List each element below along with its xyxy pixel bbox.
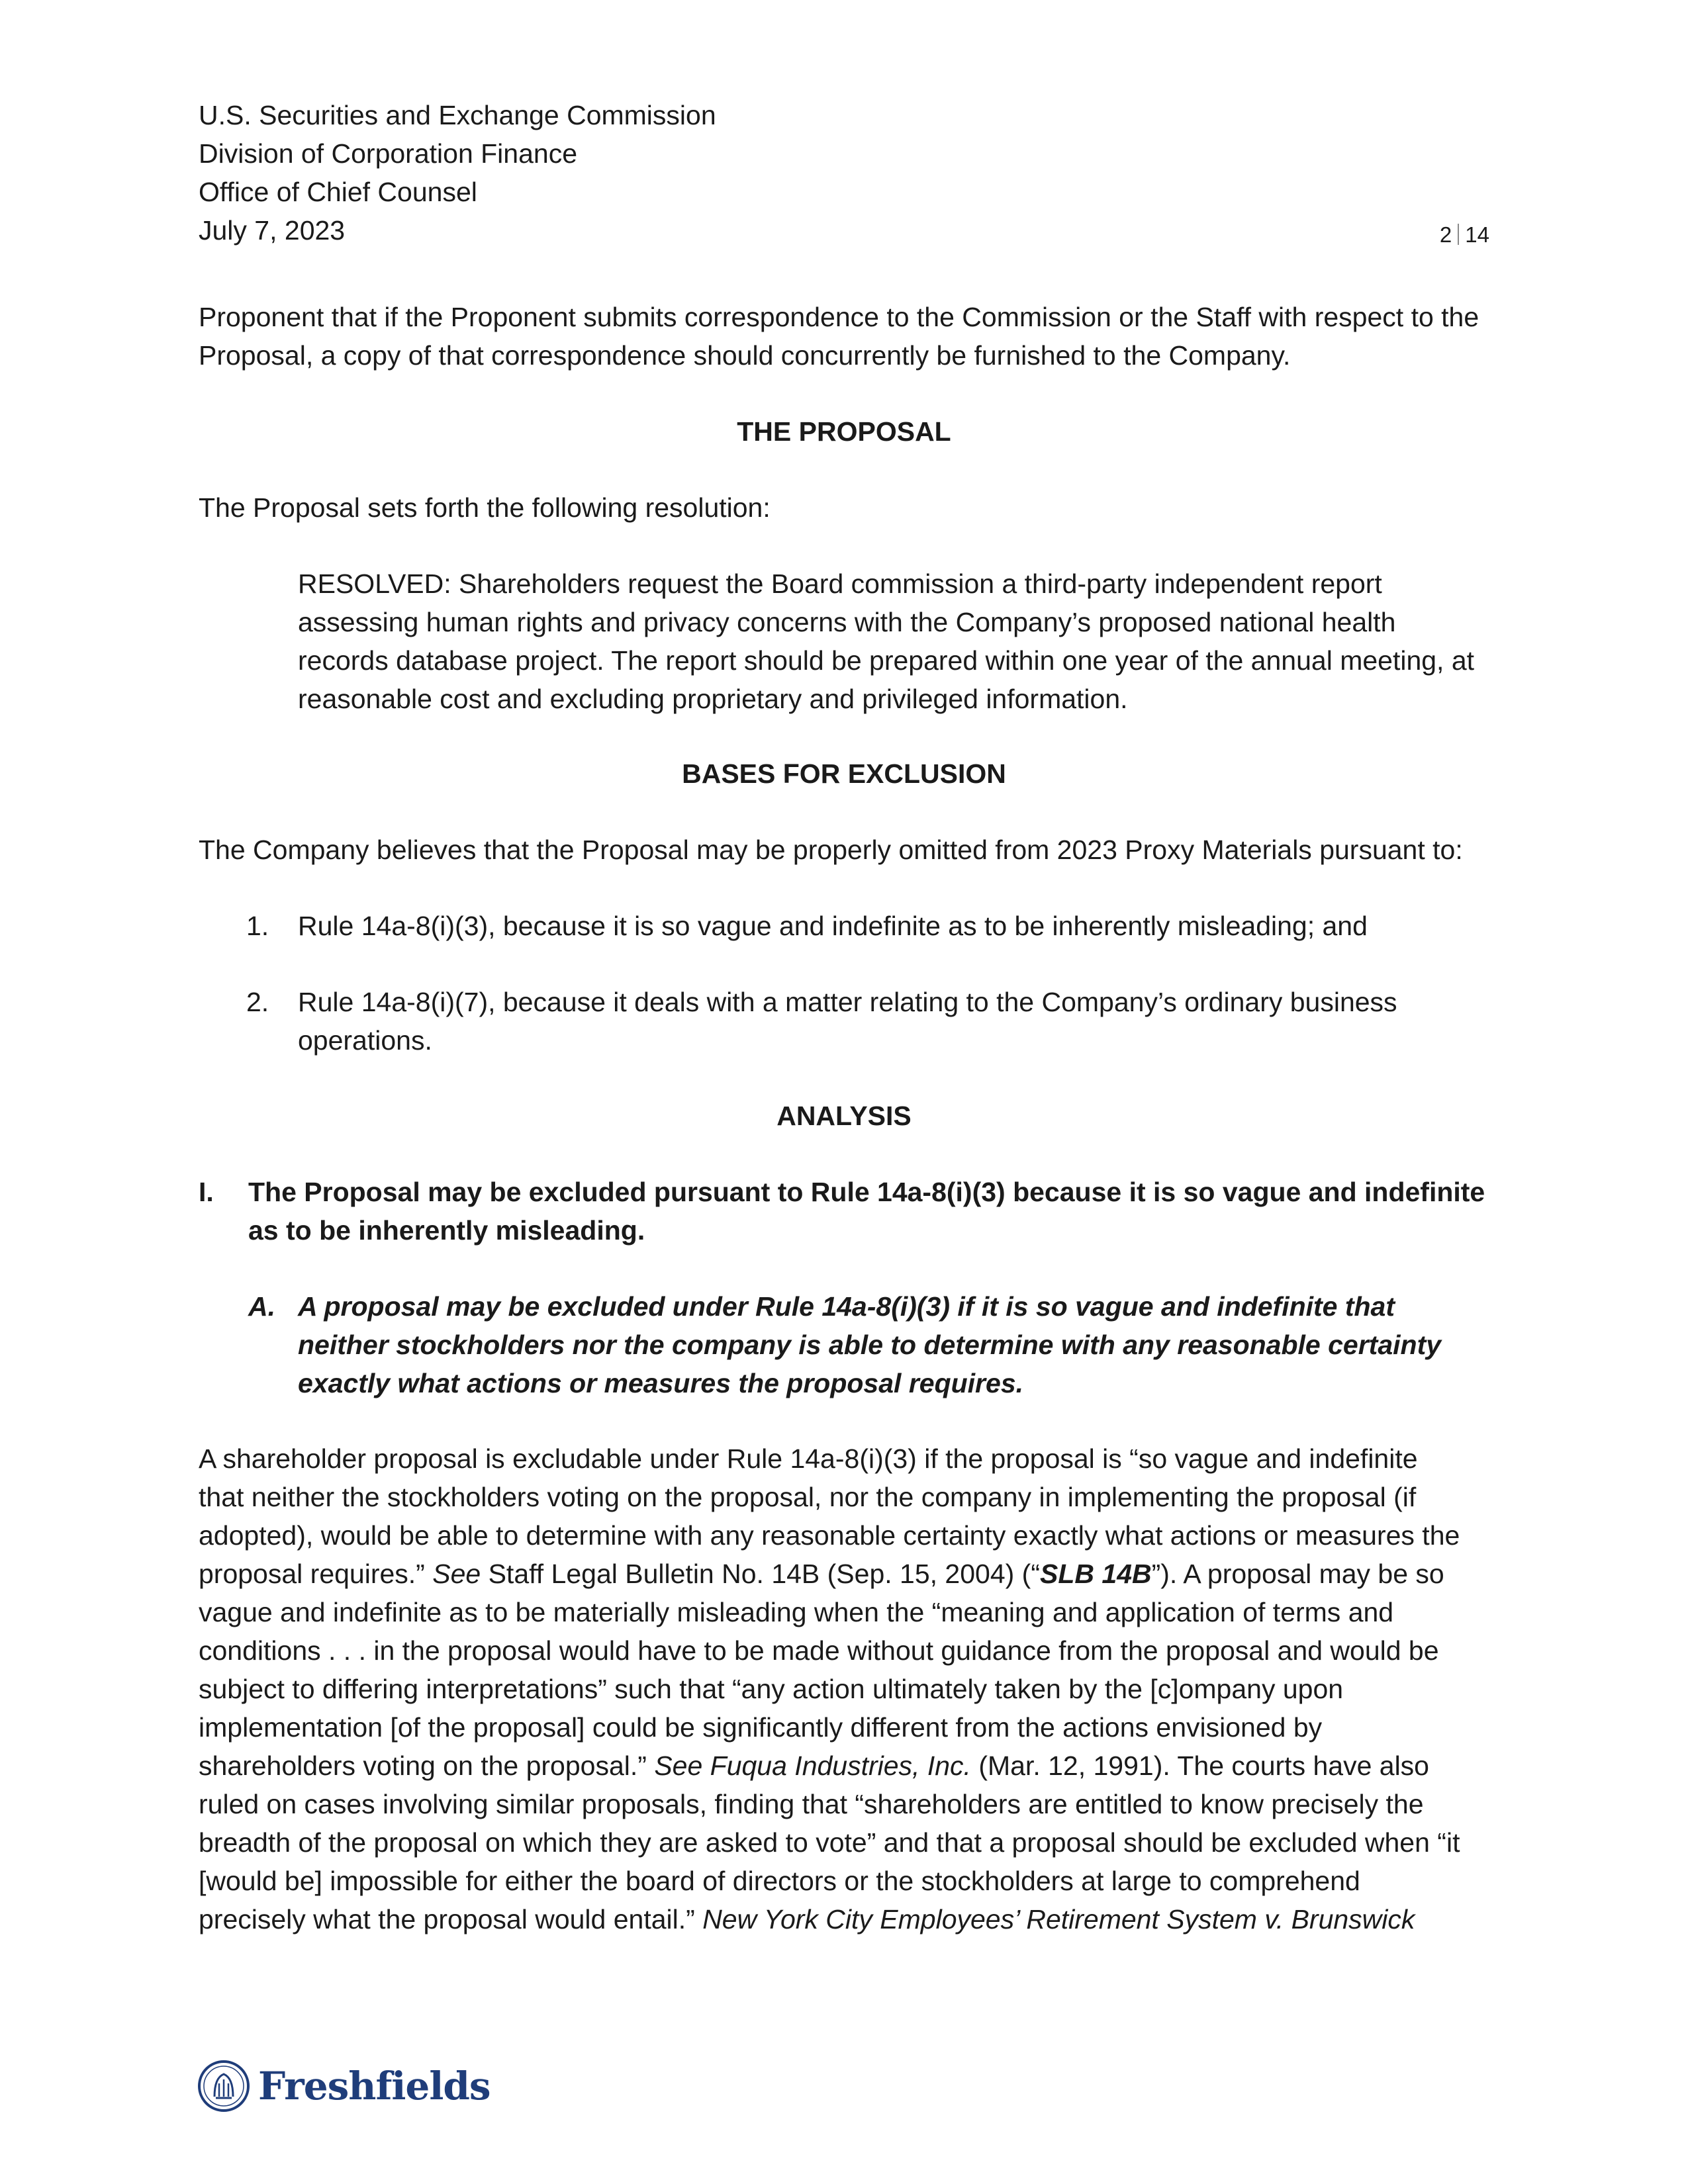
paragraph-line: [199, 1747, 1489, 1785]
text-run: Staff Legal Bulletin No. 14B (Sep. 15, 2004) (“: [481, 1559, 1040, 1589]
bases-lead: The Company believes that the Proposal may be properly omitted from 2023 Proxy Materials pursuant to:: [199, 835, 1463, 865]
page-current: 2: [1439, 222, 1452, 247]
subsection-letter: A.: [248, 1291, 275, 1322]
paragraph-line: that neither the stockholders voting on the proposal, nor the company in implementing the proposal (if: [199, 1482, 1417, 1512]
case-citation: New York City Employees’ Retirement System v. Brunswick: [702, 1904, 1415, 1934]
subsection-heading: [248, 1287, 1489, 1402]
basis-text: Rule 14a-8(i)(7), because it deals with a matter relating to the Company’s ordinary business operations.: [298, 987, 1397, 1056]
page-total: 14: [1465, 222, 1489, 247]
paragraph-line: [199, 1555, 1489, 1593]
basis-item: [199, 907, 1489, 945]
text-run: proposal requires.”: [199, 1559, 433, 1589]
letter-header: [199, 96, 716, 250]
case-citation: See Fuqua Industries, Inc.: [654, 1751, 971, 1781]
text-run: ”). A proposal may be so: [1151, 1559, 1444, 1589]
recipient-line-2: Division of Corporation Finance: [199, 138, 577, 169]
paragraph-line: adopted), would be able to determine with any reasonable certainty exactly what actions or measures the: [199, 1520, 1460, 1551]
basis-item: [199, 983, 1489, 1060]
freshfields-seal-icon: [197, 2060, 250, 2113]
paragraph-line: implementation [of the proposal] could be significantly different from the actions envisioned by: [199, 1712, 1323, 1743]
paragraph-line: vague and indefinite as to be materially misleading when the “meaning and application of terms and: [199, 1597, 1394, 1627]
text-run: (Mar. 12, 1991). The courts have also: [970, 1751, 1429, 1781]
basis-number: 2.: [246, 987, 269, 1017]
bases-heading: BASES FOR EXCLUSION: [682, 758, 1006, 789]
freshfields-wordmark: Freshfields: [258, 2064, 491, 2109]
basis-number: 1.: [246, 911, 269, 941]
page-number: [1440, 222, 1489, 248]
recipient-line-3: Office of Chief Counsel: [199, 177, 477, 207]
text-run: shareholders voting on the proposal.”: [199, 1751, 655, 1781]
section-title: The Proposal may be excluded pursuant to Rule 14a-8(i)(3) because it is so vague and indefinite as to be inherently misleading.: [248, 1177, 1485, 1246]
page-separator: [1458, 224, 1459, 245]
section-number: I.: [199, 1177, 214, 1207]
basis-text: Rule 14a-8(i)(3), because it is so vague and indefinite as to be inherently misleading; and: [298, 911, 1368, 941]
paragraph-line: breadth of the proposal on which they are asked to vote” and that a proposal should be excluded when “it: [199, 1827, 1460, 1858]
recipient-line-1: U.S. Securities and Exchange Commission: [199, 100, 716, 130]
paragraph-line: A shareholder proposal is excludable under Rule 14a-8(i)(3) if the proposal is “so vague and indefinite: [199, 1443, 1418, 1474]
paragraph-line: [would be] impossible for either the board of directors or the stockholders at large to comprehend: [199, 1866, 1360, 1896]
paragraph-line: subject to differing interpretations” such that “any action ultimately taken by the [c]ompany upon: [199, 1674, 1344, 1704]
section-heading: [199, 1173, 1489, 1250]
defined-term: SLB 14B: [1040, 1559, 1152, 1589]
freshfields-logo: [197, 2060, 491, 2113]
signal-see: See: [432, 1559, 481, 1589]
analysis-paragraph: [199, 1439, 1489, 1938]
proposal-lead: The Proposal sets forth the following resolution:: [199, 492, 771, 523]
paragraph-line: [199, 1900, 1489, 1938]
paragraph-line: ruled on cases involving similar proposals, finding that “shareholders are entitled to know precisely the: [199, 1789, 1424, 1819]
proposal-heading: THE PROPOSAL: [737, 416, 951, 447]
text-run: precisely what the proposal would entail.”: [199, 1904, 703, 1934]
subsection-title: A proposal may be excluded under Rule 14a-8(i)(3) if it is so vague and indefinite that neither stockholders nor the company is able to determine with any reasonable certainty exactly what actions or measures the proposal requires.: [298, 1291, 1442, 1398]
letter-date: July 7, 2023: [199, 215, 346, 246]
paragraph-line: conditions . . . in the proposal would have to be made without guidance from the proposal and would be: [199, 1635, 1439, 1666]
analysis-heading: ANALYSIS: [776, 1101, 912, 1131]
intro-paragraph: Proponent that if the Proponent submits correspondence to the Commission or the Staff with respect to the Proposal, a copy of that correspondence should concurrently be furnished to the Company.: [199, 302, 1479, 371]
resolution-block: RESOLVED: Shareholders request the Board commission a third-party independent report assessing human rights and privacy concerns with the Company’s proposed national health records database project. The report should be prepared within one year of the annual meeting, at reasonable cost and excluding proprietary and privileged information.: [298, 569, 1475, 714]
